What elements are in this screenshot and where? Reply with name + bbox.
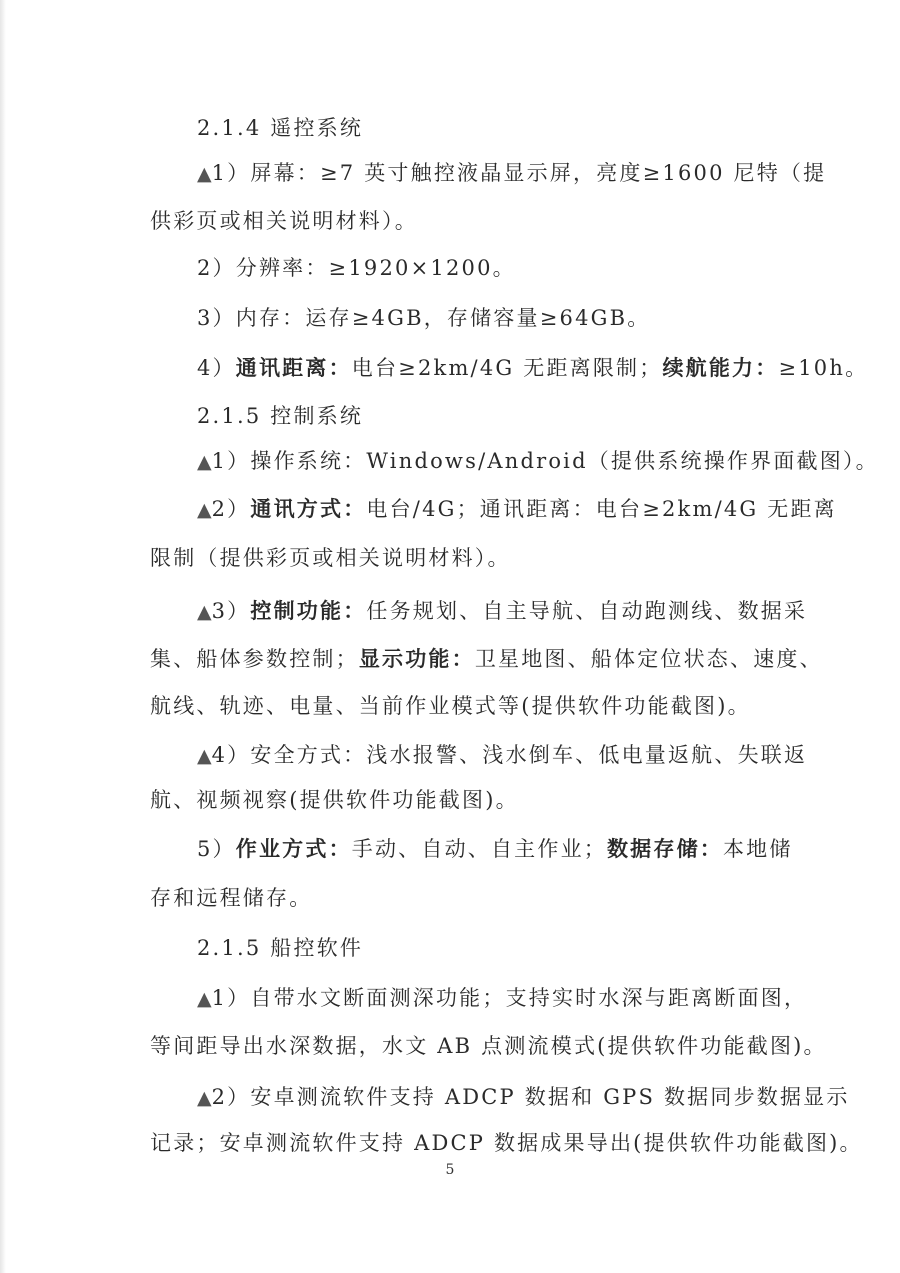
bold-label: 显示功能：: [358, 646, 475, 671]
text-run: 4）: [197, 356, 236, 380]
list-item: [197, 836, 793, 862]
text-run: 4）安全方式：浅水报警、浅水倒车、低电量返航、失联返: [211, 743, 808, 767]
text-run: 任务规划、自主导航、自动跑测线、数据采: [366, 599, 808, 623]
text-run: 手动、自动、自主作业；: [351, 837, 607, 861]
text-run: 本地储: [722, 837, 793, 861]
text-run: 3）: [211, 599, 251, 623]
bold-label: 续航能力：: [662, 355, 779, 380]
list-item: [197, 160, 826, 187]
section-heading: 2.1.4 遥控系统: [197, 116, 364, 140]
text-run: 电台≥2km/4G 无距离限制；: [351, 356, 663, 380]
text-run: 1）自带水文断面测深功能；支持实时水深与距离断面图，: [211, 986, 808, 1010]
list-item: [197, 255, 516, 281]
text-run: 1）操作系统：Windows/Android（提供系统操作界面截图）。: [211, 449, 879, 473]
section-heading: 2.1.5 控制系统: [197, 404, 364, 428]
list-item-continuation: [150, 1033, 827, 1059]
text-run: 卫星地图、船体定位状态、速度、: [474, 647, 823, 671]
text-run: 存和远程储存。: [150, 886, 313, 910]
bold-label: 控制功能：: [250, 598, 367, 623]
text-run: 电台/4G；通讯距离：电台≥2km/4G 无距离: [366, 497, 837, 521]
bold-label: 作业方式：: [235, 836, 352, 861]
text-run: 等间距导出水深数据，水文 AB 点测流模式(提供软件功能截图)。: [150, 1034, 827, 1058]
list-item-continuation: [150, 646, 823, 672]
triangle-marker-icon: ▲: [197, 163, 212, 185]
text-run: 供彩页或相关说明材料）。: [150, 209, 418, 233]
text-run: 航线、轨迹、电量、当前作业模式等(提供软件功能截图)。: [150, 694, 751, 718]
text-run: 3）内存：运存≥4GB，存储容量≥64GB。: [197, 306, 651, 330]
list-item: [197, 496, 837, 523]
list-item: [197, 1084, 850, 1111]
triangle-marker-icon: ▲: [197, 988, 212, 1010]
triangle-marker-icon: ▲: [197, 601, 212, 623]
list-item: [197, 448, 879, 475]
bold-label: 通讯方式：: [250, 496, 367, 521]
text-run: ≥10h。: [778, 356, 869, 380]
triangle-marker-icon: ▲: [197, 499, 212, 521]
text-run: 2）安卓测流软件支持 ADCP 数据和 GPS 数据同步数据显示: [211, 1085, 850, 1109]
list-item: [197, 305, 650, 331]
triangle-marker-icon: ▲: [197, 1087, 212, 1109]
text-run: 2）分辨率：≥1920×1200。: [197, 256, 516, 280]
text-run: 记录；安卓测流软件支持 ADCP 数据成果导出(提供软件功能截图)。: [150, 1131, 863, 1155]
list-item: [197, 742, 807, 769]
text-run: 限制（提供彩页或相关说明材料）。: [150, 546, 511, 570]
bold-label: 通讯距离：: [235, 355, 352, 380]
text-run: 航、视频视察(提供软件功能截图)。: [150, 788, 519, 812]
list-item-continuation: [150, 885, 312, 911]
list-item-continuation: [150, 787, 519, 813]
triangle-marker-icon: ▲: [197, 745, 212, 767]
list-item-continuation: [150, 208, 418, 234]
list-item-continuation: [150, 545, 511, 571]
text-run: 集、船体参数控制；: [150, 647, 359, 671]
triangle-marker-icon: ▲: [197, 451, 212, 473]
list-item: [197, 985, 807, 1012]
bold-label: 数据存储：: [606, 836, 723, 861]
page-number: 5: [445, 1162, 455, 1178]
text-run: 1）屏幕：≥7 英寸触控液晶显示屏，亮度≥1600 尼特（提: [211, 161, 827, 185]
scan-edge-shadow: [0, 0, 6, 1273]
text-run: 5）: [197, 837, 236, 861]
list-item-continuation: [150, 693, 751, 719]
text-run: 2）: [211, 497, 251, 521]
section-heading: 2.1.5 船控软件: [197, 936, 364, 960]
list-item: [197, 355, 868, 381]
list-item-continuation: [150, 1130, 863, 1156]
list-item: [197, 598, 807, 625]
